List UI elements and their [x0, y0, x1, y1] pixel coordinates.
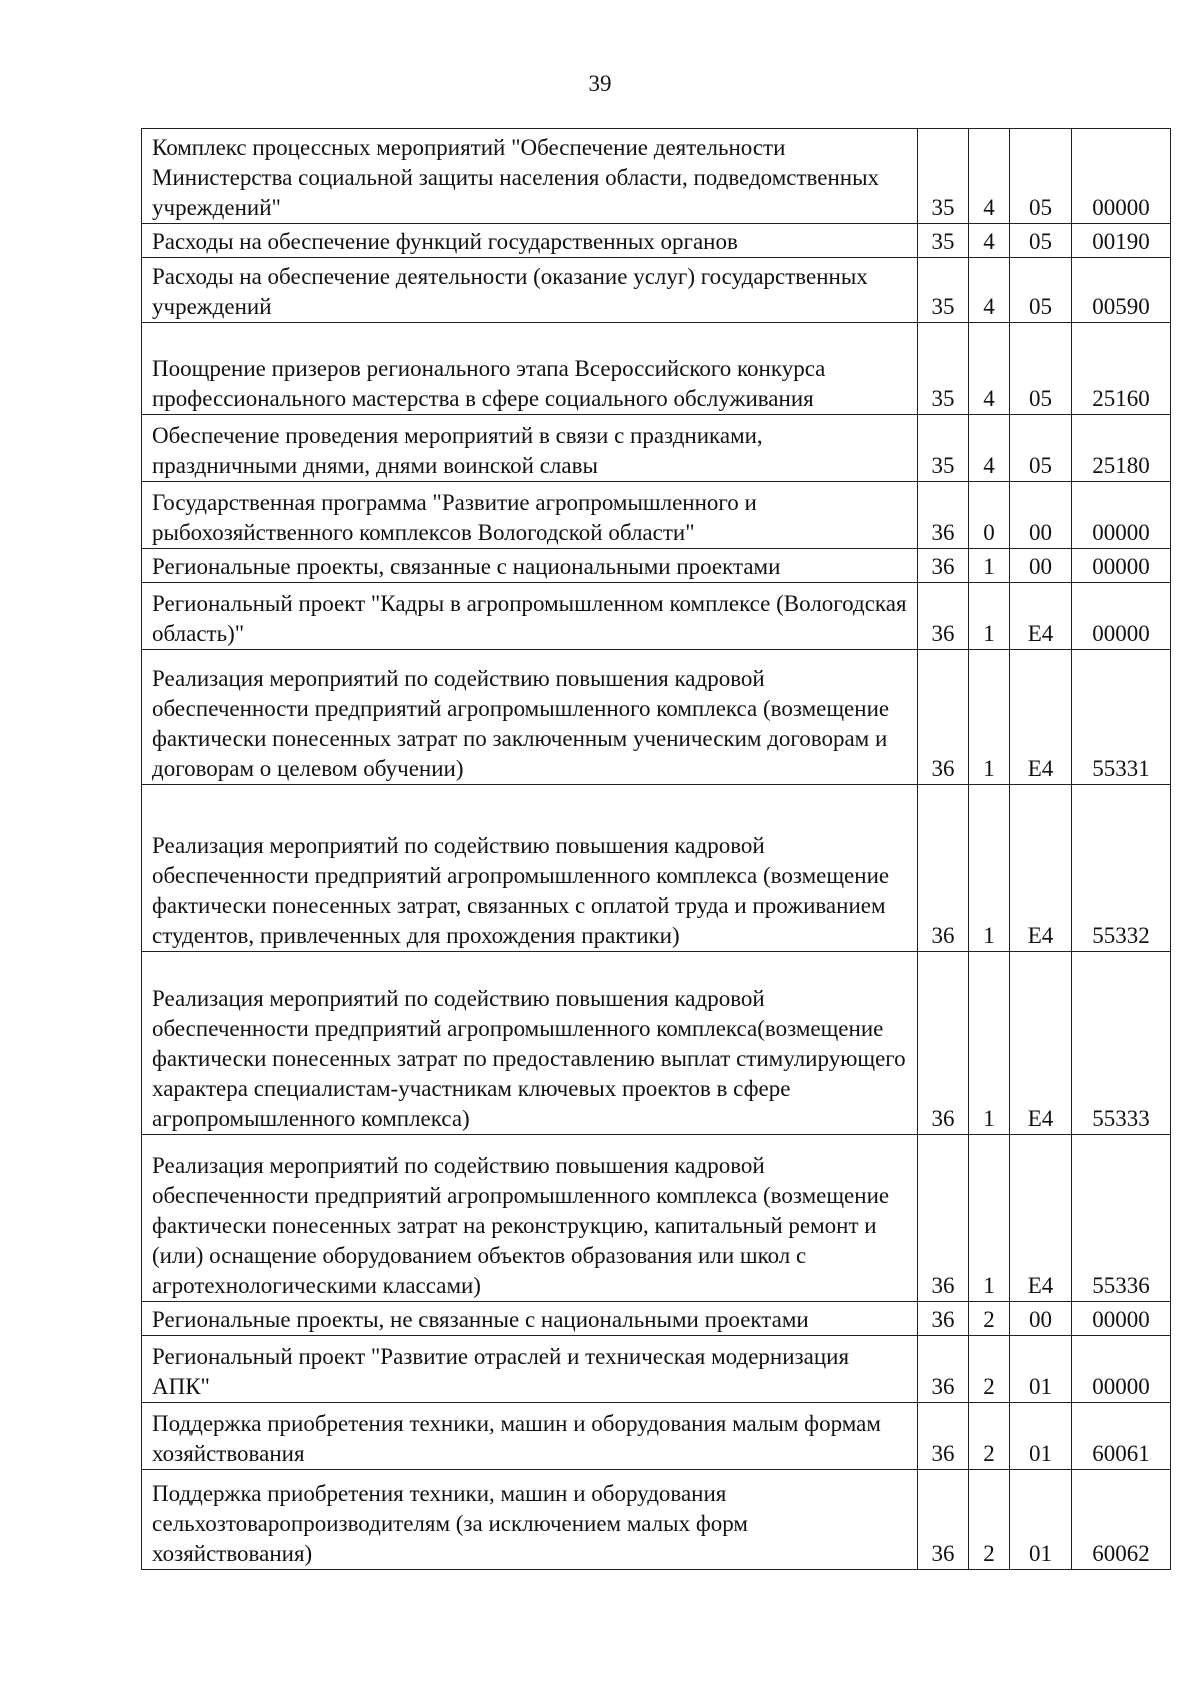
program-code: 36 [918, 583, 969, 650]
direction-code: 60061 [1072, 1403, 1171, 1470]
program-code: 36 [918, 1470, 969, 1570]
program-code: 36 [918, 1135, 969, 1302]
direction-code: 00190 [1072, 224, 1171, 258]
project-code: Е4 [1010, 583, 1072, 650]
program-code: 35 [918, 415, 969, 482]
direction-code: 00000 [1072, 1302, 1171, 1336]
direction-code: 55333 [1072, 952, 1171, 1135]
row-name: Расходы на обеспечение функций государственных органов [142, 224, 918, 258]
project-code: 01 [1010, 1403, 1072, 1470]
project-code: 01 [1010, 1470, 1072, 1570]
project-code: 00 [1010, 549, 1072, 583]
table-row [142, 1135, 1171, 1302]
project-code: Е4 [1010, 952, 1072, 1135]
program-code: 36 [918, 650, 969, 785]
direction-code: 00000 [1072, 129, 1171, 224]
page-number: 39 [588, 71, 612, 96]
direction-code: 55336 [1072, 1135, 1171, 1302]
program-code: 35 [918, 258, 969, 323]
table-row [142, 952, 1171, 1135]
subprogram-code: 4 [969, 129, 1010, 224]
program-code: 36 [918, 1302, 969, 1336]
subprogram-code: 2 [969, 1403, 1010, 1470]
budget-classification-table [141, 128, 1171, 1570]
row-name: Региональные проекты, связанные с национальными проектами [142, 549, 918, 583]
subprogram-code: 1 [969, 785, 1010, 952]
subprogram-code: 1 [969, 1135, 1010, 1302]
project-code: 05 [1010, 258, 1072, 323]
table-row [142, 549, 1171, 583]
direction-code: 55332 [1072, 785, 1171, 952]
program-code: 36 [918, 549, 969, 583]
project-code: 05 [1010, 224, 1072, 258]
program-code: 35 [918, 323, 969, 415]
program-code: 35 [918, 129, 969, 224]
project-code: Е4 [1010, 650, 1072, 785]
row-name: Реализация мероприятий по содействию повышения кадровой обеспеченности предприятий агропромышленного комплекса(возмещение фактически понесенных затрат по предоставлению выплат стимулирующего характера специалистам-участникам ключевых проектов в сфере агропромышленного комплекса) [142, 952, 918, 1135]
row-name: Государственная программа "Развитие агропромышленного и рыбохозяйственного комплексов Вологодской области" [142, 482, 918, 549]
row-name: Региональный проект "Кадры в агропромышленном комплексе (Вологодская область)" [142, 583, 918, 650]
table-row [142, 1403, 1171, 1470]
row-name: Расходы на обеспечение деятельности (оказание услуг) государственных учреждений [142, 258, 918, 323]
subprogram-code: 4 [969, 323, 1010, 415]
subprogram-code: 1 [969, 952, 1010, 1135]
subprogram-code: 1 [969, 583, 1010, 650]
subprogram-code: 4 [969, 224, 1010, 258]
table-row [142, 258, 1171, 323]
table-row [142, 650, 1171, 785]
subprogram-code: 2 [969, 1336, 1010, 1403]
direction-code: 00000 [1072, 482, 1171, 549]
program-code: 36 [918, 785, 969, 952]
program-code: 36 [918, 1403, 969, 1470]
direction-code: 25160 [1072, 323, 1171, 415]
subprogram-code: 1 [969, 650, 1010, 785]
program-code: 36 [918, 482, 969, 549]
project-code: 01 [1010, 1336, 1072, 1403]
table-row [142, 415, 1171, 482]
program-code: 35 [918, 224, 969, 258]
direction-code: 25180 [1072, 415, 1171, 482]
direction-code: 00000 [1072, 583, 1171, 650]
row-name: Поощрение призеров регионального этапа Всероссийского конкурса профессионального мастерства в сфере социального обслуживания [142, 323, 918, 415]
subprogram-code: 2 [969, 1470, 1010, 1570]
direction-code: 00000 [1072, 549, 1171, 583]
table-row [142, 785, 1171, 952]
row-name: Обеспечение проведения мероприятий в связи с праздниками, праздничными днями, днями воинской славы [142, 415, 918, 482]
program-code: 36 [918, 952, 969, 1135]
subprogram-code: 2 [969, 1302, 1010, 1336]
table-row [142, 583, 1171, 650]
project-code: 00 [1010, 1302, 1072, 1336]
direction-code: 00590 [1072, 258, 1171, 323]
subprogram-code: 4 [969, 415, 1010, 482]
row-name: Реализация мероприятий по содействию повышения кадровой обеспеченности предприятий агропромышленного комплекса (возмещение фактически понесенных затрат по заключенным ученическим договорам и договорам о целевом обучении) [142, 650, 918, 785]
subprogram-code: 4 [969, 258, 1010, 323]
subprogram-code: 0 [969, 482, 1010, 549]
row-name: Поддержка приобретения техники, машин и оборудования сельхозтоваропроизводителям (за исключением малых форм хозяйствования) [142, 1470, 918, 1570]
table-row [142, 129, 1171, 224]
row-name: Поддержка приобретения техники, машин и оборудования малым формам хозяйствования [142, 1403, 918, 1470]
row-name: Реализация мероприятий по содействию повышения кадровой обеспеченности предприятий агропромышленного комплекса (возмещение фактически понесенных затрат, связанных с оплатой труда и проживанием студентов, привлеченных для прохождения практики) [142, 785, 918, 952]
row-name: Комплекс процессных мероприятий "Обеспечение деятельности Министерства социальной защиты населения области, подведомственных учреждений" [142, 129, 918, 224]
row-name: Региональные проекты, не связанные с национальными проектами [142, 1302, 918, 1336]
table-row [142, 1336, 1171, 1403]
subprogram-code: 1 [969, 549, 1010, 583]
direction-code: 55331 [1072, 650, 1171, 785]
project-code: 05 [1010, 129, 1072, 224]
table-row [142, 224, 1171, 258]
row-name: Реализация мероприятий по содействию повышения кадровой обеспеченности предприятий агропромышленного комплекса (возмещение фактически понесенных затрат на реконструкцию, капитальный ремонт и (или) оснащение оборудованием объектов образования или школ с агротехнологическими классами) [142, 1135, 918, 1302]
project-code: Е4 [1010, 1135, 1072, 1302]
project-code: 05 [1010, 323, 1072, 415]
table-row [142, 1302, 1171, 1336]
project-code: 00 [1010, 482, 1072, 549]
project-code: Е4 [1010, 785, 1072, 952]
direction-code: 60062 [1072, 1470, 1171, 1570]
project-code: 05 [1010, 415, 1072, 482]
table-row [142, 1470, 1171, 1570]
table-row [142, 323, 1171, 415]
table-row [142, 482, 1171, 549]
program-code: 36 [918, 1336, 969, 1403]
row-name: Региональный проект "Развитие отраслей и техническая модернизация АПК" [142, 1336, 918, 1403]
direction-code: 00000 [1072, 1336, 1171, 1403]
